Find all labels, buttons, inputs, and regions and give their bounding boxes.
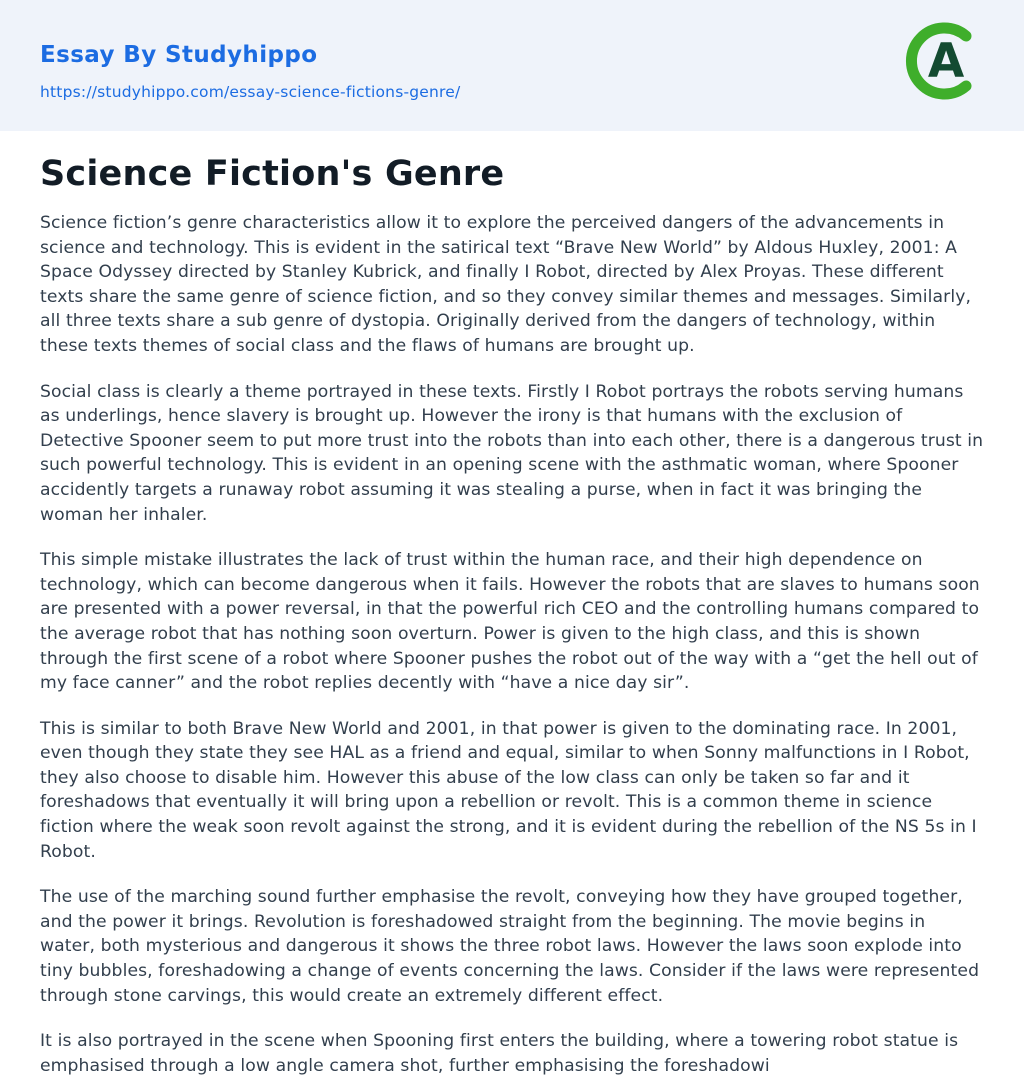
studyhippo-logo	[905, 21, 985, 101]
essay-paragraph: This is similar to both Brave New World and 2001, in that power is given to the dominating race. In 2001, even though they state they see HAL as a friend and equal, similar to when Sonny malfunctions in I Robot, they also choose to disable him. However this abuse of the low class can only be taken so far and it foreshadows that eventually it will bring upon a rebellion or revolt. This is a common theme in science fiction where the weak soon revolt against the strong, and it is evident during the rebellion of the NS 5s in I Robot.	[40, 718, 977, 862]
essay-paragraph: Science fiction’s genre characteristics allow it to explore the perceived dangers of the advancements in science and technology. This is evident in the satirical text “Brave New World” by Aldous Huxley, 2001: A Space Odyssey directed by Stanley Kubrick, and finally I Robot, directed by Alex Proyas. These different texts share the same genre of science fiction, and so they convey similar themes and messages. Similarly, all three texts share a sub genre of dystopia. Originally derived from the dangers of technology, within these texts themes of social class and the flaws of humans are brought up.	[40, 213, 972, 356]
logo-letter: A	[927, 34, 965, 89]
essay-by-studyhippo-link[interactable]: Essay By Studyhippo	[40, 42, 318, 68]
essay-content	[0, 131, 1024, 1078]
essay-body	[40, 211, 984, 1078]
page-header	[0, 0, 1024, 131]
essay-paragraph: This simple mistake illustrates the lack of trust within the human race, and their high dependence on technology, which can become dangerous when it fails. However the robots that are slaves to humans soon are presented with a power reversal, in that the powerful rich CEO and the controlling humans compared to the average robot that has nothing soon overturn. Power is given to the high class, and this is shown through the first scene of a robot where Spooner pushes the robot out of the way with a “get the hell out of my face canner” and the robot replies decently with “have a nice day sir”.	[40, 550, 980, 694]
essay-paragraph: The use of the marching sound further emphasise the revolt, conveying how they have grouped together, and the power it brings. Revolution is foreshadowed straight from the beginning. The movie begins in water, both mysterious and dangerous it shows the three robot laws. However the laws soon explode into tiny bubbles, foreshadowing a change of events concerning the laws. Consider if the laws were represented through stone carvings, this would create an extremely different effect.	[40, 887, 980, 1006]
essay-paragraph: Social class is clearly a theme portrayed in these texts. Firstly I Robot portrays the robots serving humans as underlings, hence slavery is brought up. However the irony is that humans with the exclusion of Detective Spooner seem to put more trust into the robots than into each other, there is a dangerous trust in such powerful technology. This is evident in an opening scene with the asthmatic woman, where Spooner accidently targets a runaway robot assuming it was stealing a purse, when in fact it was bringing the woman her inhaler.	[40, 381, 984, 525]
page-title: Science Fiction's Genre	[40, 154, 505, 194]
studyhippo-logo-icon	[905, 21, 985, 101]
essay-paragraph: It is also portrayed in the scene when Spooning first enters the building, where a towering robot statue is emphasised through a low angle camera shot, further emphasising the foreshadowi	[40, 1031, 959, 1076]
essay-source-url-link[interactable]: https://studyhippo.com/essay-science-fictions-genre/	[40, 83, 461, 101]
